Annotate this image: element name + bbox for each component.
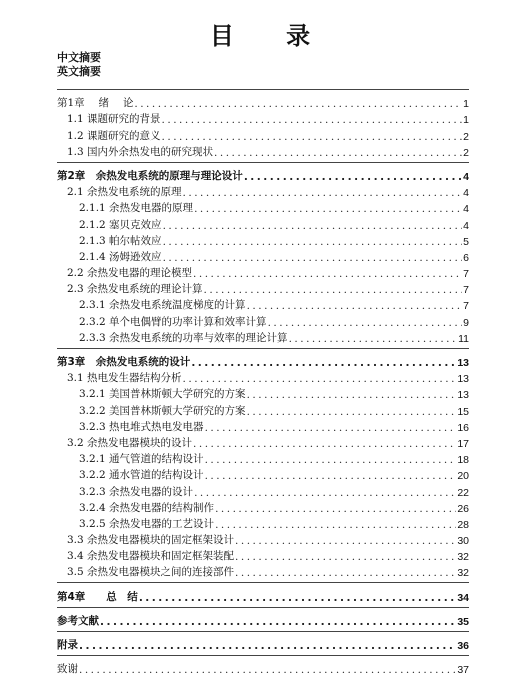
section-divider [57, 631, 469, 632]
toc-entry-title: 第2章 余热发电系统的原理与理论设计 [57, 169, 243, 182]
abstract-links [57, 51, 101, 79]
dot-leader [235, 567, 456, 579]
toc-entry-title: 2.1 余热发电系统的原理 [67, 186, 182, 199]
toc-page-number: 37 [457, 664, 469, 676]
toc-page-number: 36 [457, 640, 469, 652]
toc-section-entry[interactable] [57, 183, 469, 199]
section-divider [57, 655, 469, 656]
dot-leader [79, 640, 456, 652]
toc-section-entry[interactable] [57, 296, 469, 312]
toc-entry-title: 3.2 余热发电器模块的设计 [67, 436, 193, 449]
toc-page-number: 6 [463, 251, 469, 264]
toc-entry-title: 3.1 热电发生器结构分析 [67, 372, 182, 385]
toc-page-number: 20 [457, 470, 469, 483]
toc-page-number: 15 [457, 405, 469, 418]
toc-page-number: 11 [458, 332, 469, 345]
page-title: 目 录 [209, 22, 333, 50]
toc-entry-title: 2.1.4 汤姆逊效应 [79, 250, 162, 263]
toc-page-number: 28 [457, 518, 469, 531]
toc-entry-title: 2.1.2 塞贝克效应 [79, 218, 162, 231]
toc-section-entry[interactable] [57, 563, 469, 579]
toc-entry-title: 3.2.3 热电堆式热电发电器 [79, 420, 204, 433]
toc-page-number: 4 [463, 203, 469, 216]
toc-chapter-entry[interactable] [57, 587, 469, 603]
toc-page-number: 22 [457, 486, 469, 499]
toc-entry-title: 2.3.2 单个电偶臂的功率计算和效率计算 [79, 315, 267, 328]
dot-leader [247, 406, 457, 418]
toc-section-entry[interactable] [57, 369, 469, 385]
dot-leader [235, 535, 456, 547]
toc-entry-title: 第3章 余热发电系统的设计 [57, 356, 191, 368]
section-divider [57, 162, 469, 163]
dot-leader [162, 131, 463, 143]
toc-section-entry[interactable] [57, 450, 469, 466]
toc-page-number: 13 [457, 373, 469, 386]
table-of-contents [57, 86, 469, 676]
toc-section-entry[interactable] [57, 499, 469, 515]
english-abstract-label: 英文摘要 [57, 65, 101, 78]
toc-page-number: 16 [457, 421, 469, 434]
toc-page-number: 32 [457, 567, 469, 580]
dot-leader [235, 551, 456, 563]
dot-leader [268, 317, 463, 329]
toc-page-number: 2 [463, 146, 469, 159]
toc-entry-title: 1.1 课题研究的背景 [67, 113, 161, 126]
toc-entry-title: 第1章 绪 论 [57, 97, 134, 110]
dot-leader [204, 284, 463, 296]
toc-entry-title: 参考文献 [57, 614, 99, 627]
toc-section-entry[interactable] [57, 248, 469, 264]
toc-chapter-entry[interactable] [57, 167, 469, 183]
toc-page-number: 7 [463, 300, 469, 313]
toc-entry-title: 3.2.2 通水管道的结构设计 [79, 469, 204, 482]
toc-section-entry[interactable] [57, 232, 469, 248]
dot-leader [205, 470, 457, 482]
toc-page-number: 13 [457, 389, 469, 402]
toc-entry-title: 2.3.3 余热发电系统的功率与效率的理论计算 [79, 331, 288, 344]
toc-page-number: 13 [457, 357, 469, 369]
dot-leader [163, 252, 463, 264]
toc-entry-title: 2.1.1 余热发电器的原理 [79, 202, 194, 215]
section-divider [57, 89, 469, 90]
toc-entry-title: 3.3 余热发电器模块的固定框架设计 [67, 534, 235, 547]
toc-section-entry[interactable] [57, 280, 469, 296]
toc-page-number: 2 [463, 130, 469, 143]
dot-leader [205, 422, 457, 434]
toc-page-number: 4 [463, 187, 469, 200]
dot-leader [214, 147, 462, 159]
toc-entry-title: 1.3 国内外余热发电的研究现状 [67, 145, 214, 158]
dot-leader [100, 616, 456, 628]
toc-section-entry[interactable] [57, 385, 469, 401]
dot-leader [193, 268, 462, 280]
toc-section-entry[interactable] [57, 110, 469, 126]
toc-entry-title: 2.2 余热发电器的理论模型 [67, 267, 193, 280]
toc-entry-title: 2.3 余热发电系统的理论计算 [67, 283, 203, 296]
toc-page-number: 26 [457, 502, 469, 515]
toc-section-entry[interactable] [57, 143, 469, 159]
toc-page-number: 4 [463, 219, 469, 232]
dot-leader [183, 187, 463, 199]
toc-section-entry[interactable] [57, 126, 469, 142]
toc-entry-title: 3.2.3 余热发电器的设计 [79, 485, 194, 498]
toc-chapter-entry[interactable] [57, 660, 469, 676]
toc-page-number: 17 [457, 437, 469, 450]
toc-page-number: 7 [463, 284, 469, 297]
dot-leader [194, 203, 462, 215]
toc-section-entry[interactable] [57, 199, 469, 215]
toc-section-entry[interactable] [57, 466, 469, 482]
dot-leader [163, 220, 463, 232]
toc-entry-title: 第4章 总 结 [57, 590, 138, 603]
toc-entry-title: 2.1.3 帕尔帖效应 [79, 234, 162, 247]
toc-chapter-entry[interactable] [57, 636, 469, 652]
dot-leader [194, 487, 456, 499]
toc-page-number: 34 [457, 591, 469, 604]
dot-leader [163, 236, 463, 248]
toc-entry-title: 3.2.1 美国普林斯顿大学研究的方案 [79, 388, 246, 401]
toc-entry-title: 附录 [57, 639, 78, 651]
dot-leader [193, 438, 456, 450]
section-divider [57, 582, 469, 583]
toc-entry-title: 1.2 课题研究的意义 [67, 129, 161, 142]
toc-entry-title: 2.3.1 余热发电系统温度梯度的计算 [79, 299, 246, 312]
dot-leader [205, 454, 457, 466]
toc-section-entry[interactable] [57, 418, 469, 434]
toc-chapter-entry[interactable] [57, 612, 469, 628]
toc-page-number: 30 [457, 535, 469, 548]
toc-section-entry[interactable] [57, 401, 469, 417]
toc-entry-title: 3.2.4 余热发电器的结构制作 [79, 501, 215, 514]
toc-entry-title: 致谢 [57, 663, 78, 676]
section-divider [57, 607, 469, 608]
toc-page-number: 4 [463, 170, 469, 183]
toc-page-number: 18 [457, 454, 469, 467]
dot-leader [247, 389, 457, 401]
dot-leader [215, 503, 456, 515]
dot-leader [183, 373, 457, 385]
toc-chapter-entry[interactable] [57, 94, 469, 110]
toc-page-number: 9 [463, 316, 469, 329]
dot-leader [191, 357, 456, 369]
toc-page-number: 7 [463, 268, 469, 281]
toc-section-entry[interactable] [57, 215, 469, 231]
section-divider [57, 348, 469, 349]
toc-page-number: 1 [463, 114, 469, 127]
dot-leader [244, 171, 462, 183]
toc-section-entry[interactable] [57, 482, 469, 498]
toc-page-number: 5 [463, 235, 469, 248]
dot-leader [79, 664, 456, 676]
dot-leader [215, 519, 456, 531]
dot-leader [134, 98, 462, 110]
toc-entry-title: 3.2.1 通气管道的结构设计 [79, 453, 204, 466]
toc-page-number: 32 [457, 551, 469, 564]
toc-chapter-entry[interactable] [57, 353, 469, 369]
dot-leader [289, 333, 458, 345]
toc-page-number: 1 [463, 98, 469, 111]
toc-section-entry[interactable] [57, 547, 469, 563]
toc-section-entry[interactable] [57, 264, 469, 280]
toc-entry-title: 3.4 余热发电器模块和固定框架装配 [67, 550, 235, 563]
chinese-abstract-label: 中文摘要 [57, 51, 101, 64]
toc-section-entry[interactable] [57, 515, 469, 531]
toc-section-entry[interactable] [57, 531, 469, 547]
dot-leader [139, 592, 457, 604]
dot-leader [247, 300, 463, 312]
toc-page-number: 35 [457, 615, 469, 628]
toc-section-entry[interactable] [57, 312, 469, 328]
toc-section-entry[interactable] [57, 329, 469, 345]
toc-section-entry[interactable] [57, 434, 469, 450]
toc-entry-title: 3.2.2 美国普林斯顿大学研究的方案 [79, 404, 246, 417]
dot-leader [162, 114, 463, 126]
toc-entry-title: 3.5 余热发电器模块之间的连接部件 [67, 566, 235, 579]
toc-entry-title: 3.2.5 余热发电器的工艺设计 [79, 517, 215, 530]
